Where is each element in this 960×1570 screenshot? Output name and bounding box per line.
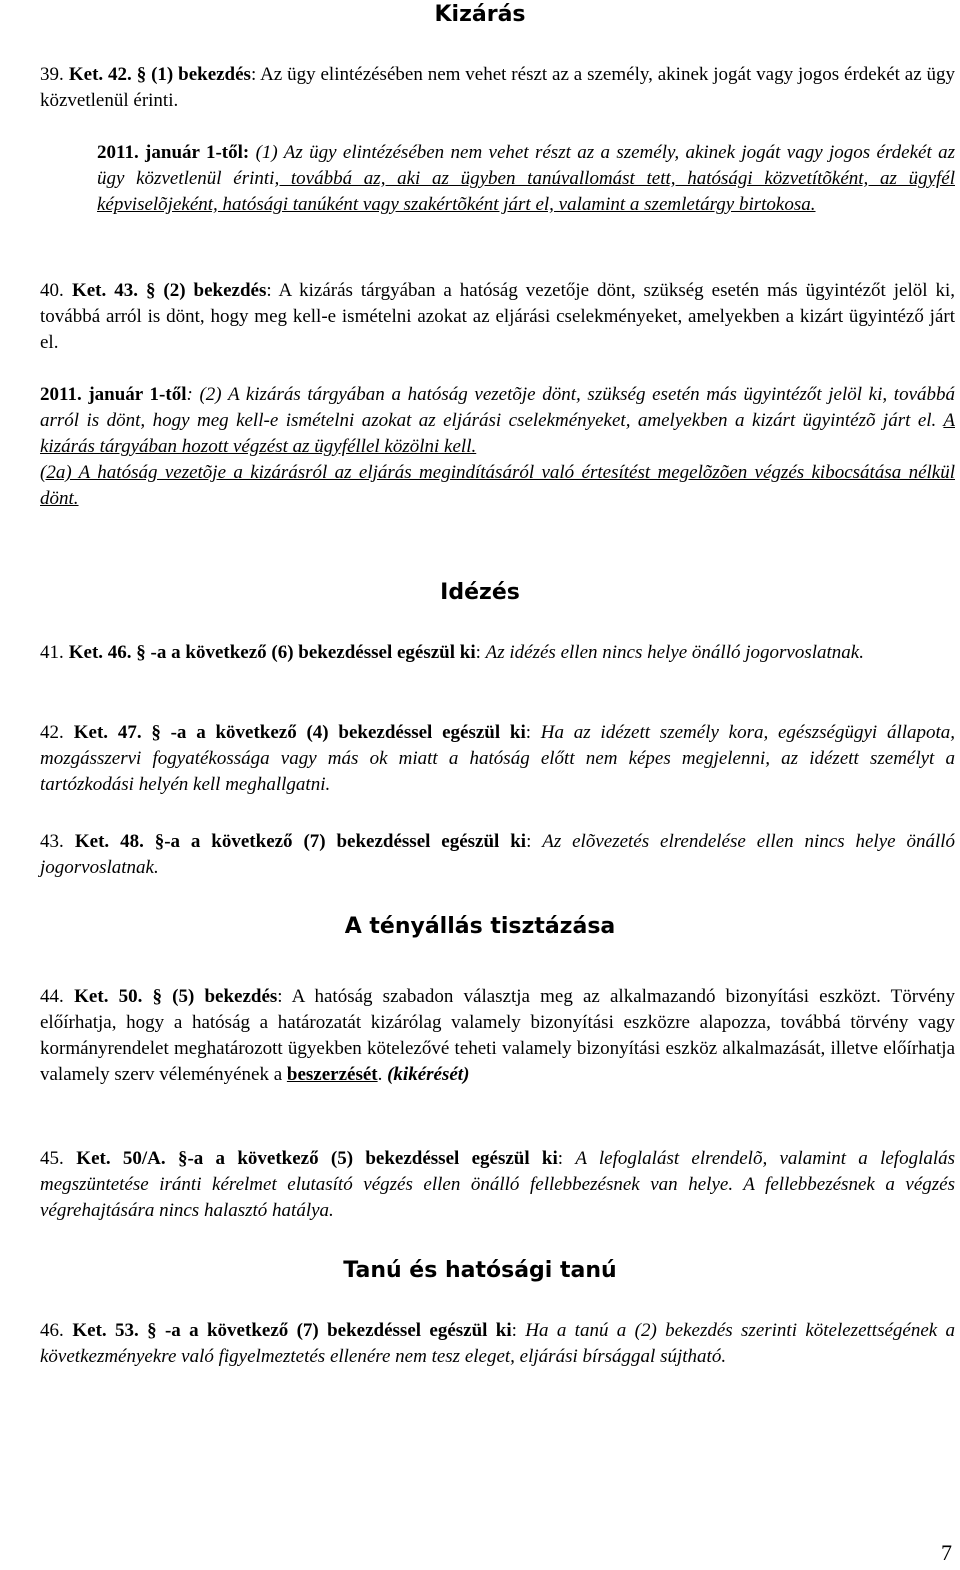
item-41-text: 41. Ket. 46. § -a a következő (6) bekezdéssel egészül ki: Az idézés ellen nincs helye önálló jogorvoslatnak.: [40, 640, 955, 666]
item-body: Az elõvezetés elrendelése ellen nincs helye önálló jogorvoslatnak.: [40, 831, 956, 878]
effective-date: 2011. január 1-től:: [97, 142, 250, 163]
parenthetical-note: (kikérését): [387, 1064, 470, 1085]
item-40-amendment: [40, 382, 955, 512]
item-43: [40, 829, 955, 881]
paragraph-ref: -a a következő (6) bekezdéssel egészül ki: [150, 642, 476, 663]
item-number: 42.: [40, 722, 64, 743]
paragraph-ref: (1) bekezdés: [151, 64, 251, 85]
item-41: [40, 640, 955, 666]
item-number: 46.: [40, 1320, 64, 1341]
law-ref: Ket. 50/A.: [76, 1148, 166, 1169]
section-sign: §: [145, 280, 156, 301]
paragraph-ref: -a a következő (4) bekezdéssel egészül ki: [170, 722, 526, 743]
item-39-amendment: [40, 140, 955, 218]
item-body: Ha a tanú a (2) bekezdés szerinti kötelezettségének a következményekre való figyelmeztetés ellenére nem tesz eleget, eljárási bírsággal sújtható.: [40, 1320, 956, 1367]
paragraph-ref: (2) bekezdés: [163, 280, 267, 301]
law-ref: Ket. 48.: [74, 831, 144, 852]
item-body-end: .: [377, 1064, 383, 1085]
section-sign: §: [152, 986, 162, 1007]
section-title-tenyallas: A tényállás tisztázása: [344, 914, 616, 939]
item-body: A lefoglalást elrendelõ, valamint a lefoglalás megszüntetése iránti kérelmet elutasító végzés ellen önálló fellebbezésnek van helye. A fellebbezésnek a végzés végrehajtására nincs halasztó hatálya.: [40, 1148, 956, 1221]
item-43-text: 43. Ket. 48. §-a a következő (7) bekezdéssel egészül ki: Az elõvezetés elrendelése ellen nincs helye önálló jogorvoslatnak.: [40, 831, 956, 878]
item-body: Ha az idézett személy kora, egészségügyi állapota, mozgásszervi fogyatékossága vagy más ok miatt a hatóság előtt nem képes megjelenni, az idézett személyt a tartózkodási helyén kell meghallgatni.: [40, 722, 956, 795]
law-ref: Ket. 47.: [73, 722, 142, 743]
item-45: [40, 1146, 955, 1224]
item-45-text: 45. Ket. 50/A. §-a a következő (5) bekezdéssel egészül ki: A lefoglalást elrendelõ, valamint a lefoglalás megszüntetése iránti kérelmet elutasító végzés ellen önálló fellebbezésnek van helye. A fellebbezésnek a végzés végrehajtására nincs halasztó hatálya.: [40, 1148, 956, 1221]
item-number: 43.: [40, 831, 64, 852]
section-sign: §: [136, 64, 147, 85]
item-body: : Az ügy elintézésében nem vehet részt az a személy, akinek jogát vagy jogos érdekét az ügy közvetlenül érinti.: [40, 64, 956, 111]
section-sign: §: [154, 831, 165, 852]
law-ref: Ket. 46.: [68, 642, 132, 663]
item-number: 40.: [40, 280, 64, 301]
item-number: 44.: [40, 986, 64, 1007]
amendment-added-text: A kizárás tárgyában hozott végzést az ügyféllel közölni kell.: [40, 410, 955, 457]
law-ref: Ket. 50.: [74, 986, 143, 1007]
amendment-text: : (2) A kizárás tárgyában a hatóság vezetõje dönt, szükség esetén más ügyintézőt jelöl ki, továbbá arról is dönt, hogy meg kell-e ismételni azokat az eljárási cselekményeket, amelyekben a kizárt ügyintézõ járt el.: [40, 384, 956, 431]
paragraph-ref: -a a következő (7) bekezdéssel egészül ki: [164, 1320, 512, 1341]
section-title-tanu: Tanú és hatósági tanú: [343, 1258, 617, 1283]
law-ref: Ket. 43.: [71, 280, 138, 301]
section-title-idezes: Idézés: [440, 580, 520, 605]
page-number: 7: [941, 1540, 952, 1565]
effective-date: 2011. január 1-től: [40, 384, 187, 405]
item-number: 45.: [40, 1148, 64, 1169]
section-title-kizaras: Kizárás: [434, 2, 526, 27]
item-39-text: [40, 62, 955, 114]
item-body: : A kizárás tárgyában a hatóság vezetője dönt, szükség esetén más ügyintézőt jelöl ki, továbbá arról is dönt, hogy meg kell-e ismételni azokat az eljárási cselekményeket, amelyekben a kizárt ügyintéző járt el.: [40, 280, 956, 353]
paragraph-ref: (5) bekezdés: [172, 986, 278, 1007]
amendment-text: (1) Az ügy elintézésében nem vehet részt az a személy, akinek jogát vagy jogos érdekét az ügy közvetlenül érinti: [97, 142, 955, 189]
item-40-text: [40, 278, 955, 356]
item-46: [40, 1318, 955, 1370]
underlined-word: beszerzését: [286, 1064, 378, 1085]
amendment-new-paragraph: (2a) A hatóság vezetõje a kizárásról az eljárás megindításáról való értesítést megelõzõen végzés kibocsátása nélkül dönt.: [40, 462, 955, 509]
section-sign: §: [151, 722, 161, 743]
item-44-text: [40, 984, 955, 1088]
law-ref: Ket. 42.: [68, 64, 132, 85]
section-sign: §: [136, 642, 146, 663]
item-body: : A hatóság szabadon választja meg az alkalmazandó bizonyítási eszközt. Törvény előírhatja, hogy a hatóság a határozatát kizárólag valamely bizonyítási eszközre alapozza, továbbá törvény vagy kormányrendelet meghatározott ügyekben kötelezővé teheti valamely bizonyítási eszköz alkalmazását, illetve előírhatja valamely szerv véleményének a: [40, 986, 956, 1085]
paragraph-ref: -a a következő (7) bekezdéssel egészül ki: [164, 831, 527, 852]
paragraph-ref: -a a következő (5) bekezdéssel egészül ki: [187, 1148, 558, 1169]
item-42: [40, 720, 955, 798]
item-39: [40, 62, 955, 218]
item-40: [40, 278, 955, 512]
law-ref: Ket. 53.: [72, 1320, 139, 1341]
item-number: 39.: [40, 64, 64, 85]
item-number: 41.: [40, 642, 64, 663]
amendment-added-text: , továbbá az, aki az ügyben tanúvallomást tett, hatósági közvetítõként, az ügyfél képviselõjeként, hatósági tanúként vagy szakértõként járt el, valamint a szemletárgy birtokosa.: [97, 168, 955, 215]
item-42-text: 42. Ket. 47. § -a a következő (4) bekezdéssel egészül ki: Ha az idézett személy kora, egészségügyi állapota, mozgásszervi fogyatékossága vagy más ok miatt a hatóság előtt nem képes megjelenni, az idézett személyt a tartózkodási helyén kell meghallgatni.: [40, 722, 956, 795]
section-sign: §: [147, 1320, 157, 1341]
item-44: [40, 984, 955, 1088]
item-46-text: 46. Ket. 53. § -a a következő (7) bekezdéssel egészül ki: Ha a tanú a (2) bekezdés szerinti kötelezettségének a következményekre való figyelmeztetés ellenére nem tesz eleget, eljárási bírsággal sújtható.: [40, 1320, 956, 1367]
item-body: Az idézés ellen nincs helye önálló jogorvoslatnak.: [485, 642, 864, 663]
section-sign: §: [177, 1148, 188, 1169]
